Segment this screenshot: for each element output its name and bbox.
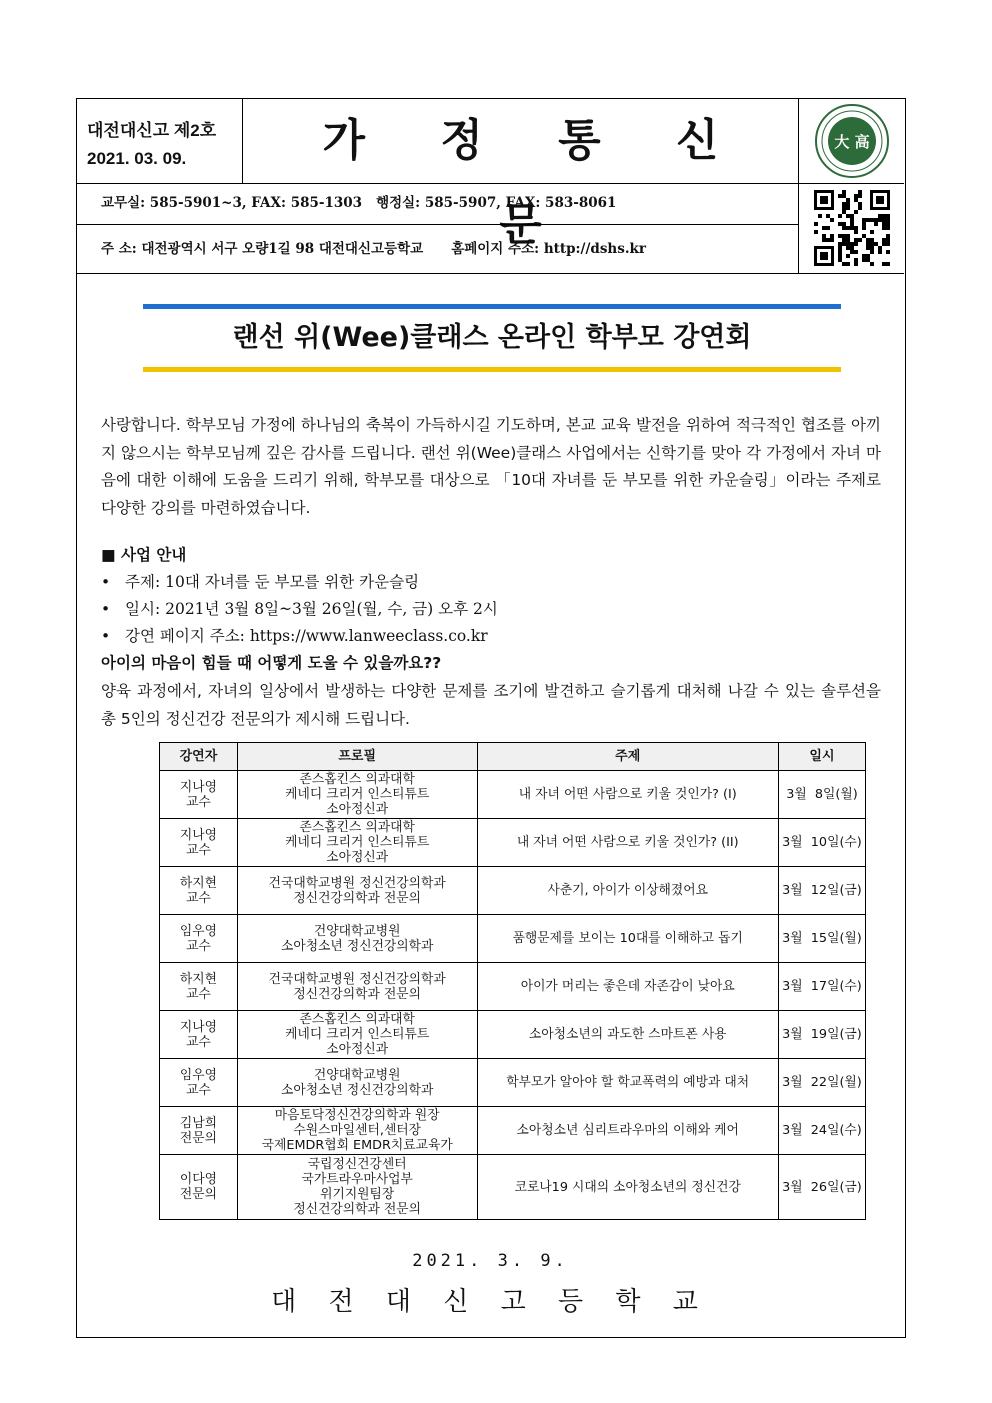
date-cell: 3월 12일(금): [778, 867, 865, 915]
speaker-cell: 지나영 교수: [160, 819, 238, 867]
topic-cell: 아이가 머리는 좋은데 자존감이 낮아요: [477, 963, 778, 1011]
topic-cell: 코로나19 시대의 소아청소년의 정신건강: [477, 1155, 778, 1220]
intro-paragraph: 사랑합니다. 학부모님 가정에 하나님의 축복이 가득하시길 기도하며, 본교 교육 발전을 위하여 적극적인 협조를 아끼지 않으시는 학부모님께 깊은 감사를 드립니다. 랜선 위(Wee)클래스 사업에서는 신학기를 맞아 각 가정에서 자녀 마음에 대한 이해에 도움을 드리기 위해, 학부모를 대상으로 「10대 자녀를 둔 부모를 위한 카운슬링」이라는 주제로 다양한 강의를 마련하였습니다.: [101, 416, 881, 517]
table-row: [160, 915, 866, 963]
table-header-row: [160, 743, 866, 771]
profile-cell: 마음토닥정신건강의학과 원장 수원스마일센터,센터장 국제EMDR협회 EMDR치료교육가: [237, 1107, 477, 1155]
speaker-cell: 이다영 전문의: [160, 1155, 238, 1220]
profile-cell: 건양대학교병원 소아청소년 정신건강의학과: [237, 1059, 477, 1107]
emblem-text: 大 高: [834, 133, 870, 151]
col-topic: 주제: [477, 743, 778, 771]
footer-school: 대 전 대 신 고 등 학 교: [271, 1287, 710, 1317]
info-url: • 강연 페이지 주소: https://www.lanweeclass.co.kr: [101, 623, 498, 650]
logo-cell: [798, 99, 904, 183]
solution-paragraph: 양육 과정에서, 자녀의 일상에서 발생하는 다양한 문제를 조기에 발견하고 슬기롭게 대처해 나갈 수 있는 솔루션을 총 5인의 정신건강 전문의가 제시해 드립니다.: [101, 682, 881, 728]
date-cell: 3월 17일(수): [778, 963, 865, 1011]
profile-cell: 존스홉킨스 의과대학 케네디 크리거 인스티튜트 소아정신과: [237, 771, 477, 819]
headline: 랜선 위(Wee)클래스 온라인 학부모 강연회: [232, 322, 752, 353]
contact-admin: 행정실: 585-5907, FAX: 583-8061: [376, 195, 617, 211]
table-row: [160, 867, 866, 915]
table-row: [160, 771, 866, 819]
topic-cell: 소아청소년의 과도한 스마트폰 사용: [477, 1011, 778, 1059]
table-row: [160, 1107, 866, 1155]
address-row: [77, 225, 798, 273]
speaker-cell: 하지현 교수: [160, 867, 238, 915]
info-list: [101, 569, 498, 650]
profile-cell: 건양대학교병원 소아청소년 정신건강의학과: [237, 915, 477, 963]
topic-cell: 학부모가 알아야 할 학교폭력의 예방과 대처: [477, 1059, 778, 1107]
table-body: [160, 771, 866, 1220]
contact-office: 교무실: 585-5901~3, FAX: 585-1303: [101, 195, 363, 211]
school-emblem-icon: [799, 99, 905, 183]
topic-cell: 내 자녀 어떤 사람으로 키울 것인가? (I): [477, 771, 778, 819]
col-speaker: 강연자: [160, 743, 238, 771]
date-cell: 3월 15일(월): [778, 915, 865, 963]
info-topic: • 주제: 10대 자녀를 둔 부모를 위한 카운슬링: [101, 569, 498, 596]
topic-cell: 품행문제를 보이는 10대를 이해하고 돕기: [477, 915, 778, 963]
topic-cell: 소아청소년 심리트라우마의 이해와 케어: [477, 1107, 778, 1155]
table-row: [160, 1059, 866, 1107]
issue-number: 대전대신고 제2호: [87, 121, 217, 140]
homepage: 홈페이지 주소: http://dshs.kr: [451, 241, 647, 257]
qr-cell: [798, 183, 904, 273]
newsletter-frame: [76, 98, 906, 1338]
profile-cell: 건국대학교병원 정신건강의학과 정신건강의학과 전문의: [237, 963, 477, 1011]
date-cell: 3월 8일(월): [778, 771, 865, 819]
table-row: [160, 819, 866, 867]
col-date: 일시: [778, 743, 865, 771]
speaker-cell: 지나영 교수: [160, 1011, 238, 1059]
profile-cell: 국립정신건강센터 국가트라우마사업부 위기지원팀장 정신건강의학과 전문의: [237, 1155, 477, 1220]
footer-date: 2021. 3. 9.: [412, 1251, 569, 1271]
headline-top-bar: [143, 304, 841, 309]
page-title: 가 정 통 신 문: [322, 115, 749, 250]
issue-info: [77, 99, 243, 183]
date-cell: 3월 26일(금): [778, 1155, 865, 1220]
section-title: ■ 사업 안내: [101, 546, 187, 564]
profile-cell: 존스홉킨스 의과대학 케네디 크리거 인스티튜트 소아정신과: [237, 819, 477, 867]
header-divider: [77, 273, 904, 274]
address: 주 소: 대전광역시 서구 오량1길 98 대전대신고등학교: [101, 241, 424, 257]
table-row: [160, 1011, 866, 1059]
date-cell: 3월 10일(수): [778, 819, 865, 867]
col-profile: 프로필: [237, 743, 477, 771]
topic-cell: 내 자녀 어떤 사람으로 키울 것인가? (II): [477, 819, 778, 867]
qr-code-icon: [799, 183, 905, 273]
headline-bottom-bar: [143, 367, 841, 372]
lecture-table: [159, 742, 866, 1220]
table-row: [160, 1155, 866, 1220]
speaker-cell: 임우영 교수: [160, 915, 238, 963]
speaker-cell: 하지현 교수: [160, 963, 238, 1011]
date-cell: 3월 19일(금): [778, 1011, 865, 1059]
issue-date: 2021. 03. 09.: [87, 149, 187, 168]
date-cell: 3월 24일(수): [778, 1107, 865, 1155]
info-schedule: • 일시: 2021년 3월 8일~3월 26일(월, 수, 금) 오후 2시: [101, 596, 498, 623]
table-row: [160, 963, 866, 1011]
date-cell: 3월 22일(월): [778, 1059, 865, 1107]
topic-cell: 사춘기, 아이가 이상해졌어요: [477, 867, 778, 915]
question-heading: 아이의 마음이 힘들 때 어떻게 도울 수 있을까요??: [101, 654, 442, 672]
profile-cell: 건국대학교병원 정신건강의학과 정신건강의학과 전문의: [237, 867, 477, 915]
profile-cell: 존스홉킨스 의과대학 케네디 크리거 인스티튜트 소아정신과: [237, 1011, 477, 1059]
contact-row: [77, 183, 798, 225]
speaker-cell: 김남희 전문의: [160, 1107, 238, 1155]
speaker-cell: 임우영 교수: [160, 1059, 238, 1107]
speaker-cell: 지나영 교수: [160, 771, 238, 819]
